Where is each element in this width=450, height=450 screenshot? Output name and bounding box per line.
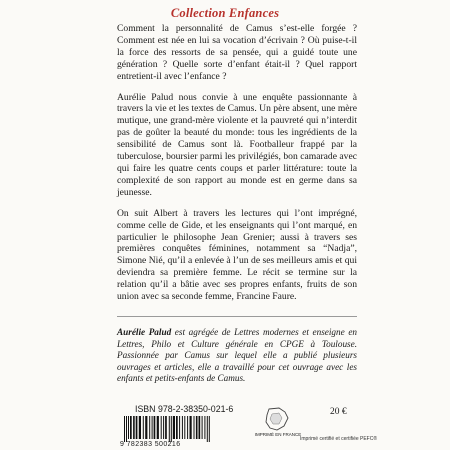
- synopsis-paragraph-3: On suit Albert à travers les lectures qui l’ont imprégné, comme celle de Gide, et les enseignants qui l’ont marqué, en particulier le philosophe Jean Grenier; aussi à travers ses premières conquêtes féminines, notamment sa “Nadja”, Simone Nié, qu’il a enlevée à l’un de ses meilleurs amis et qui deviendra sa première femme. Le récit se termine sur la relation qu’il a bâtie avec ses propres enfants, fruits de son union avec sa seconde femme, Francine Faure.: [117, 207, 357, 303]
- barcode-bar: [152, 416, 153, 439]
- barcode-bar: [154, 416, 156, 439]
- synopsis-paragraph-1: Comment la personnalité de Camus s’est-elle forgée ? Comment est née en lui sa vocation d’écrivain ? Où puise-t-il la force des ressorts de sa pensée, qui a guidé toute une génération ? Quelle sorte d’enfant était-il ? Quel rapport entretient-il avec l’enfance ?: [117, 23, 357, 82]
- author-bio: [117, 327, 357, 385]
- barcode-bar: [202, 416, 203, 439]
- barcode-bar: [165, 416, 167, 439]
- barcode-bar: [209, 416, 210, 442]
- barcode-bar: [187, 416, 188, 439]
- barcode-bar: [171, 416, 172, 442]
- barcode-bar: [163, 416, 164, 439]
- author-bio-text: est agrégée de Lettres modernes et enseigne en Lettres, Philo et Culture générale en CPGE à Toulouse. Passionnée par Camus sur lequel elle a publié plusieurs ouvrages et articles, elle a travaillé pour cet ouvrage avec les enfants et petits-enfants de Camus.: [117, 327, 357, 383]
- barcode-bar: [204, 416, 205, 439]
- barcode-bar: [179, 416, 180, 439]
- barcode-bar: [128, 416, 129, 439]
- barcode-bar: [136, 416, 138, 439]
- barcode-bar: [199, 416, 201, 439]
- barcode-bar: [126, 416, 127, 442]
- barcode-bar: [194, 416, 195, 439]
- barcode-bar: [176, 416, 178, 439]
- barcode-icon: [122, 416, 224, 442]
- synopsis: [117, 23, 357, 312]
- barcode-bar: [190, 416, 192, 439]
- logo-caption: IMPRIMÉ EN FRANCE: [254, 432, 302, 437]
- barcode-bar: [149, 416, 150, 439]
- barcode-bar: [182, 416, 183, 439]
- barcode-bar: [161, 416, 162, 439]
- barcode-number: 9 782383 500216: [120, 441, 181, 448]
- barcode-bar: [207, 416, 208, 442]
- barcode-bar: [169, 416, 170, 442]
- author-name: Aurélie Palud: [117, 327, 172, 337]
- barcode-bar: [139, 416, 141, 439]
- barcode-bar: [157, 416, 159, 439]
- barcode-bar: [130, 416, 132, 439]
- printer-note: Imprimé certifié et certifiée PEFC®: [300, 436, 378, 442]
- section-divider: [117, 316, 357, 317]
- series-title: Collection Enfances: [170, 6, 280, 20]
- barcode-bar: [173, 416, 175, 439]
- barcode-bar: [145, 416, 147, 439]
- barcode-bar: [196, 416, 198, 439]
- barcode-bar: [184, 416, 185, 439]
- price: 20 €: [330, 407, 347, 417]
- barcode-bar: [124, 416, 125, 442]
- barcode-bar: [143, 416, 144, 439]
- isbn-label: ISBN 978-2-38350-021-6: [135, 404, 234, 414]
- imprime-en-france-logo-icon: [255, 406, 301, 432]
- synopsis-paragraph-2: Aurélie Palud nous convie à une enquête passionnante à travers la vie et les textes de Camus. Un père absent, une mère mutique, une grand-mère violente et la pauvreté qui n’interdit pas de goûter la beauté du monde: tous les ingrédients de la sensibilité de Camus sont là. Footballeur frappé par la tuberculose, boursier parmi les privilégiés, bon camarade avec qui faire les quatre cents coups et parler littérature: toute la complexité de son rapport au monde est en germe dans sa jeunesse.: [117, 91, 357, 198]
- barcode-bar: [133, 416, 135, 439]
